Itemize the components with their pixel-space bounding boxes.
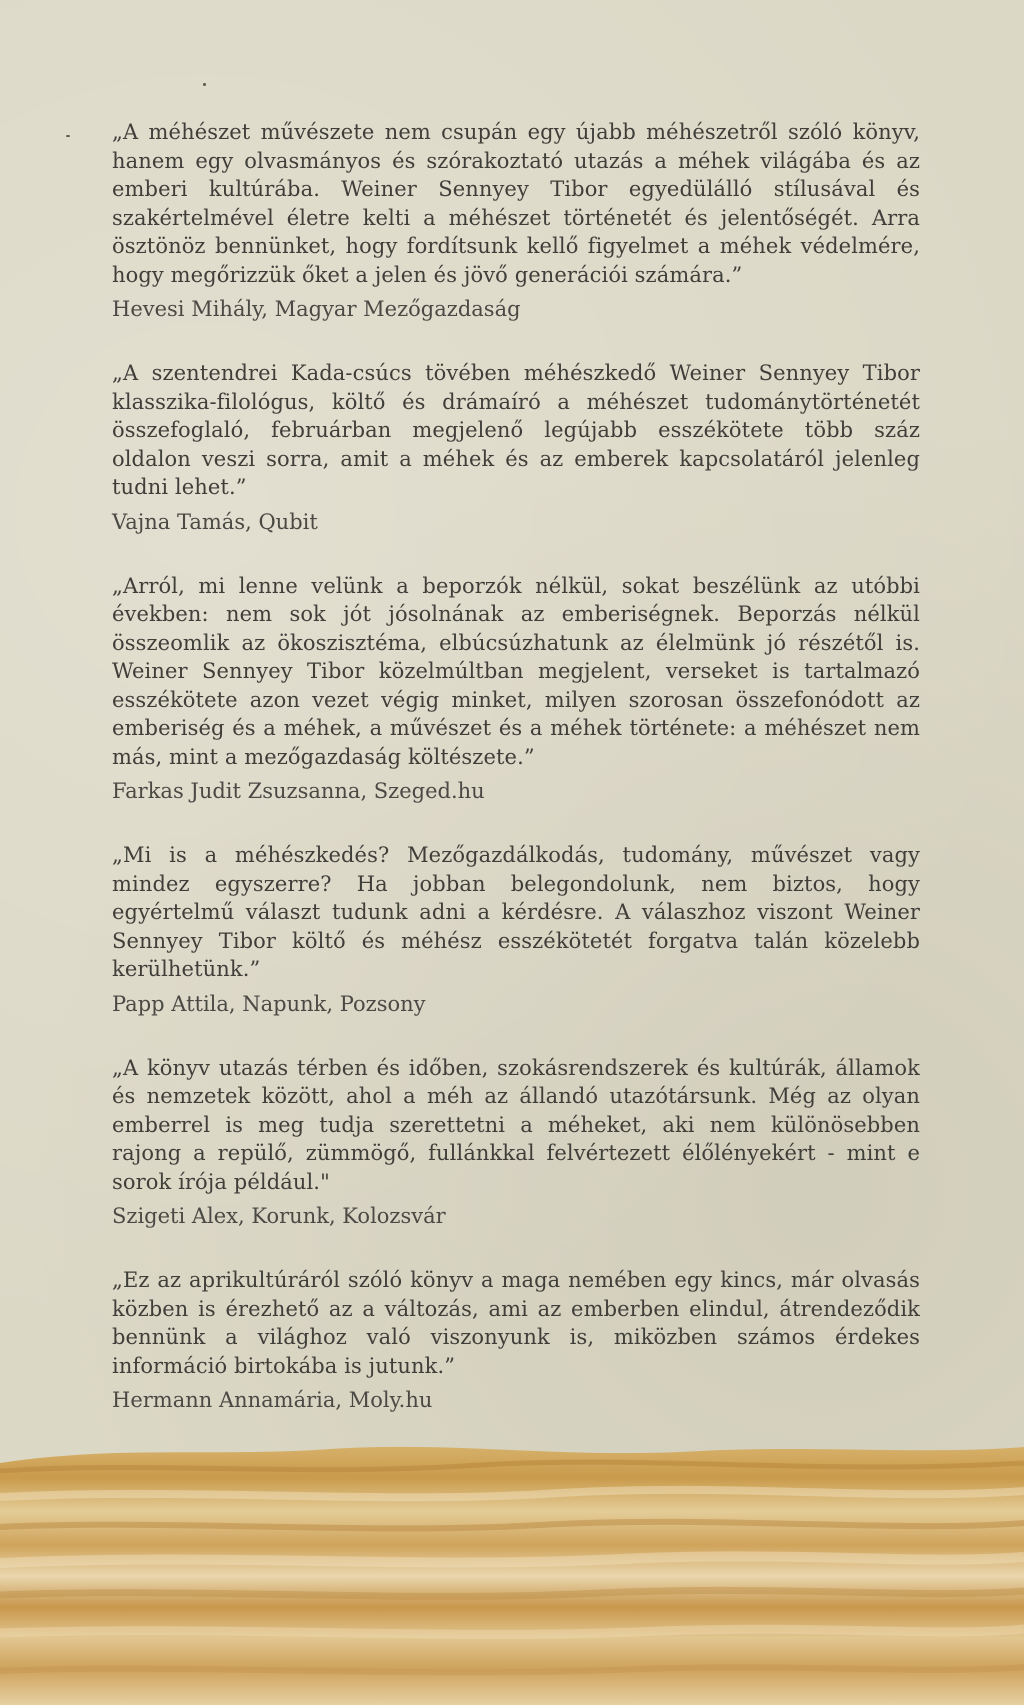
- review-source: Hevesi Mihály, Magyar Mezőgazdaság: [112, 297, 521, 321]
- review-block: [112, 1054, 920, 1231]
- review-quote: „Arról, mi lenne velünk a beporzók nélkül, sokat beszélünk az utóbbi években: nem sok jót jósolnának az emberiségnek. Beporzás nélkül összeomlik az ökoszisztéma, elbúcsúzhatunk az élelmünk jó részétől is. Weiner Sennyey Tibor közelmúltban megjelent, verseket is tartalmazó esszékötete azon vezet végig minket, milyen szorosan összefonódott az emberiség és a méhek, a művészet és a méhek története: a méhészet nem más, mint a mezőgazdaság költészete.”: [112, 573, 920, 769]
- review-block: [112, 118, 920, 323]
- review-quote: „Ez az aprikultúráról szóló könyv a maga nemében egy kincs, már olvasás közben is érezhető az a változás, ami az emberben elindul, átrendeződik bennünk a világhoz való viszonyunk is, miközben számos érdekes információ birtokába is jutunk.”: [112, 1268, 920, 1378]
- review-block: [112, 572, 920, 806]
- review-quote: „A méhészet művészete nem csupán egy újabb méhészetről szóló könyv, hanem egy olvasmányos és szórakoztató utazás a méhek világába és az emberi kultúrába. Weiner Sennyey Tibor egyedülálló stílusával és szakértelmével életre kelti a méhészet történetét és jelentőségét. Arra ösztönöz bennünket, hogy fordítsunk kellő figyelmet a méhek védelmére, hogy megőrizzük őket a jelen és jövő generációi számára.”: [112, 120, 920, 287]
- review-block: [112, 1266, 920, 1414]
- review-source: Farkas Judit Zsuzsanna, Szeged.hu: [112, 779, 485, 803]
- review-source: Szigeti Alex, Korunk, Kolozsvár: [112, 1204, 446, 1228]
- review-quote: „Mi is a méhészkedés? Mezőgazdálkodás, tudomány, művészet vagy mindez egyszerre? Ha jobban belegondolunk, nem biztos, hogy egyértelmű választ tudunk adni a kérdésre. A válaszhoz viszont Weiner Sennyey Tibor költő és méhész esszékötetét forgatva talán közelebb kerülhetünk.”: [112, 843, 920, 981]
- review-quote: „A könyv utazás térben és időben, szokásrendszerek és kultúrák, államok és nemzetek között, ahol a méh az állandó utazótársunk. Még az olyan emberrel is meg tudja szerettetni a méheket, aki nem különösebben rajong a repülő, zümmögő, fullánkkal felvértezett élőlényekért - mint e sorok írója például.": [112, 1055, 920, 1194]
- review-block: [112, 359, 920, 536]
- review-block: [112, 841, 920, 1018]
- golden-wood-band: [0, 1435, 1024, 1705]
- reviews-list: [112, 118, 920, 1450]
- review-quote: „A szentendrei Kada-csúcs tövében méhészkedő Weiner Sennyey Tibor klasszika-filológus, költő és drámaíró a méhészet tudománytörténetét összefoglaló, februárban megjelenő legújabb esszékötete több száz oldalon veszi sorra, amit a méhek és az emberek kapcsolatáról jelenleg tudni lehet.”: [112, 361, 920, 499]
- review-source: Vajna Tamás, Qubit: [112, 509, 318, 534]
- speck-mark: [66, 135, 70, 137]
- speck-mark: [203, 83, 206, 86]
- review-source: Hermann Annamária, Moly.hu: [112, 1388, 433, 1412]
- review-source: Papp Attila, Napunk, Pozsony: [112, 991, 426, 1016]
